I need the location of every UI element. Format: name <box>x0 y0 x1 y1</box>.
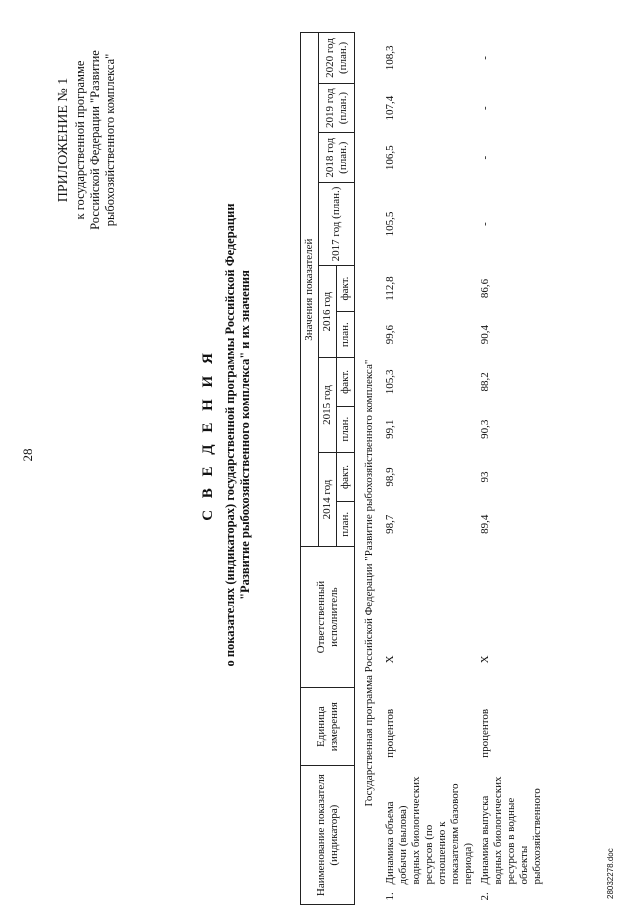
row-unit: процентов <box>384 708 396 758</box>
row-indicator-name <box>477 766 546 905</box>
row-2015-fact: 88,2 <box>479 372 491 392</box>
row-name-text: Динамика объема добычи (вылова) водных биологических ресурсов (по отношению к показателям базового периода) <box>384 776 474 885</box>
document-title <box>200 25 253 845</box>
header-2015-fact: факт. <box>337 358 355 406</box>
indicators-table <box>300 32 546 905</box>
row-2019: 107,4 <box>384 95 396 121</box>
header-2014-fact: факт. <box>337 452 355 502</box>
row-2016-plan: 90,4 <box>479 325 491 345</box>
header-2015-plan: план. <box>337 406 355 452</box>
header-2014-plan: план. <box>337 502 355 547</box>
table-row <box>477 33 546 905</box>
title-line-2: о показателях (индикаторах) государственной программы Российской Федерации <box>223 203 237 667</box>
row-2014-plan: 89,4 <box>479 514 491 534</box>
row-name-text: Динамика выпуска водных биологических ресурсов в водные объекты рыбохозяйственного <box>479 776 543 885</box>
row-executor: Х <box>479 655 491 664</box>
row-2016-plan: 99,6 <box>384 325 396 345</box>
row-2017: 105,5 <box>384 211 396 237</box>
header-year-2019: 2019 год (план.) <box>319 83 355 133</box>
header-unit: Единица измерения <box>301 687 355 765</box>
title-svedeniya: С В Е Д Е Н И Я <box>200 349 216 521</box>
row-2014-plan: 98,7 <box>384 514 396 534</box>
section-program-title: Государственная программа Российской Федерации "Развитие рыбохозяйственного комплекса" <box>363 359 375 807</box>
row-2020: 108,3 <box>384 45 396 71</box>
row-number: 2. <box>479 892 491 901</box>
appendix-line-3: рыбохозяйственного комплекса" <box>103 53 117 227</box>
header-2016-fact: факт. <box>337 265 355 311</box>
row-executor: Х <box>384 655 396 664</box>
header-executor: Ответственный исполнитель <box>301 547 355 688</box>
row-2018: 106,5 <box>384 145 396 171</box>
header-year-2018: 2018 год (план.) <box>319 133 355 183</box>
row-2016-fact: 112,8 <box>384 276 396 301</box>
header-year-2020: 2020 год (план.) <box>319 33 355 84</box>
row-2020: - <box>479 56 491 60</box>
title-line-3: "Развитие рыбохозяйственного комплекса" и их значения <box>238 270 252 600</box>
table-row <box>382 33 477 905</box>
row-2017: - <box>479 222 491 226</box>
row-indicator-name <box>382 766 477 905</box>
header-indicator-name: Наименование показателя (индикатора) <box>301 766 355 905</box>
header-year-2016: 2016 год <box>319 265 337 357</box>
row-2019: - <box>479 106 491 110</box>
row-2015-plan: 99,1 <box>384 419 396 439</box>
row-2016-fact: 86,6 <box>479 278 491 299</box>
header-year-2015: 2015 год <box>319 358 337 453</box>
row-unit: процентов <box>479 708 491 758</box>
appendix-header <box>56 15 118 265</box>
appendix-line-1: к государственной программе <box>73 60 87 220</box>
header-2016-plan: план. <box>337 312 355 358</box>
header-year-2017: 2017 год (план.) <box>319 182 355 265</box>
row-2018: - <box>479 155 491 160</box>
header-year-2014: 2014 год <box>319 452 337 547</box>
appendix-title: ПРИЛОЖЕНИЕ № 1 <box>56 77 71 203</box>
row-2015-plan: 90,3 <box>479 419 491 439</box>
row-2014-fact: 93 <box>479 471 491 483</box>
page-number: 28 <box>20 448 35 462</box>
document-file-reference: 28032278.doc <box>606 848 615 899</box>
row-2015-fact: 105,3 <box>384 369 396 395</box>
appendix-line-2: Российской Федерации "Развитие <box>88 50 102 230</box>
row-number: 1. <box>384 892 396 901</box>
row-2014-fact: 98,9 <box>384 467 396 487</box>
header-values: Значения показателей <box>301 33 319 547</box>
